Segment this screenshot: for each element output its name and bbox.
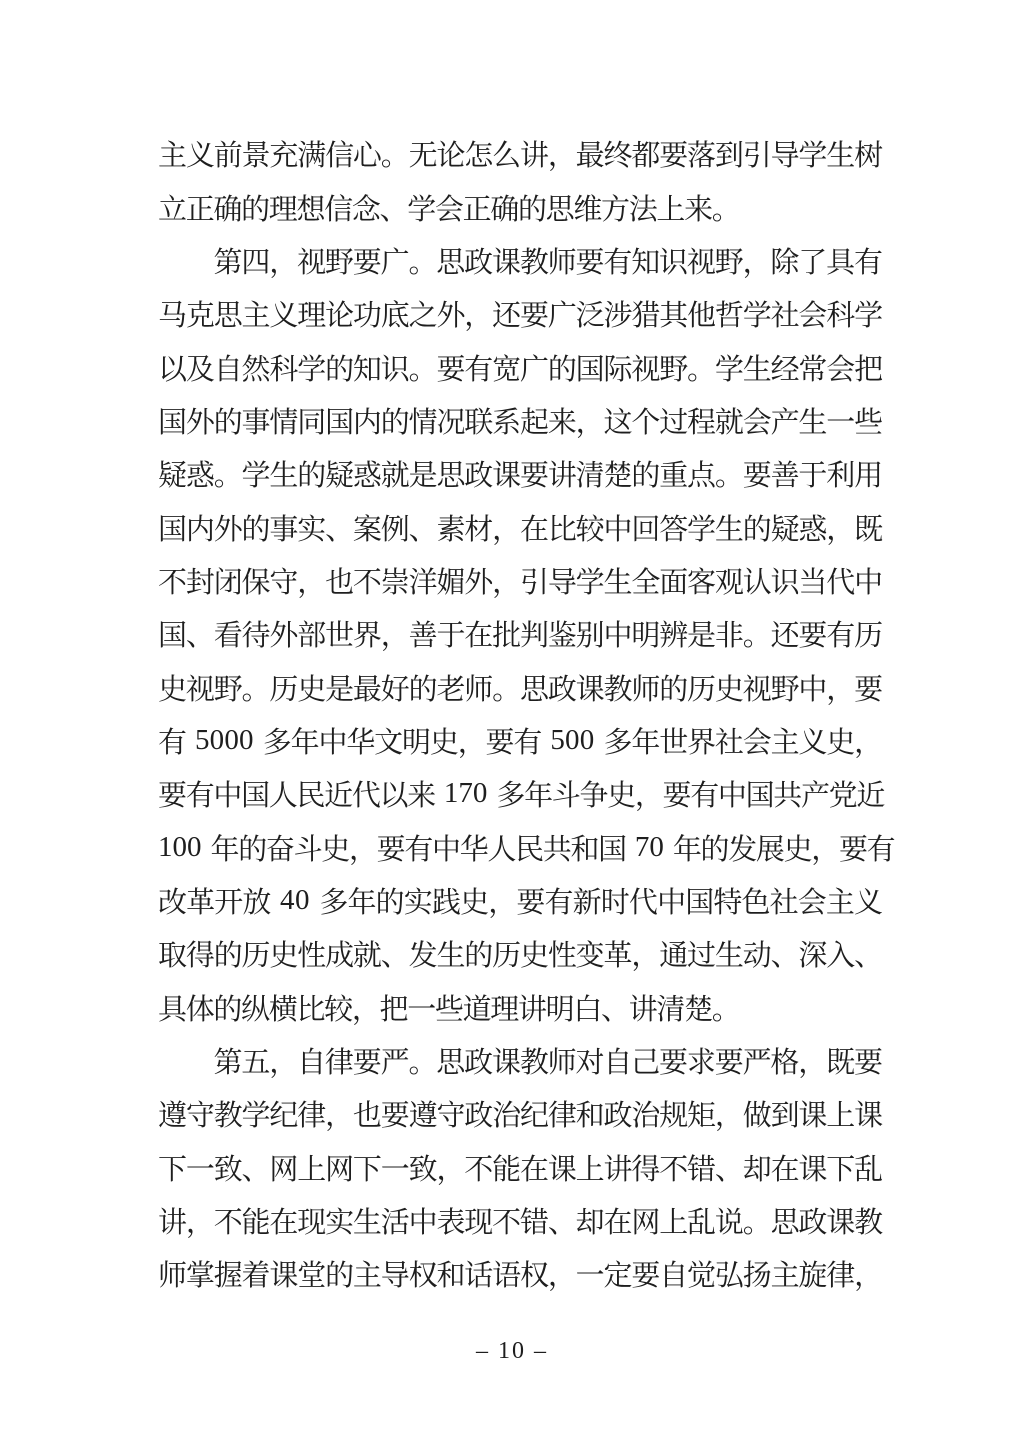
text-line: 马 克 思 主 义 理 论 功 底 之 外 ， 还 要 广 泛 涉 猎 其 他 哲 学 社 会 科 学 bbox=[158, 300, 884, 333]
text-line: 不 封 闭 保 守 ， 也 不 崇 洋 媚 外 ， 引 导 学 生 全 面 客 观 认 识 当 代 中 bbox=[158, 566, 884, 599]
page-number: – 10 – bbox=[476, 1338, 548, 1364]
text-line: 取 得 的 历 史 性 成 就 、 发 生 的 历 史 性 变 革 ， 通 过 生 动 、 深 入 、 bbox=[158, 940, 884, 973]
text-line: 讲 ， 不 能 在 现 实 生 活 中 表 现 不 错 、 却 在 网 上 乱 说 。 思 政 课 教 bbox=[158, 1207, 884, 1240]
text-line: 要 有 中 国 人 民 近 代 以 来 1 7 0 多 年 斗 争 史 ， 要 有 中 国 共 产 党 近 bbox=[158, 777, 886, 813]
text-line: 以 及 自 然 科 学 的 知 识 。 要 有 宽 广 的 国 际 视 野 。 学 生 经 常 会 把 bbox=[158, 353, 884, 386]
text-line: 改 革 开 放 4 0 多 年 的 实 践 史 ， 要 有 新 时 代 中 国 特 色 社 会 主 义 bbox=[158, 883, 884, 919]
text-line: 1 0 0 年 的 奋 斗 史 ， 要 有 中 华 人 民 共 和 国 7 0 年 的 发 展 史 ， 要 有 bbox=[158, 830, 896, 866]
text-line: 国 内 外 的 事 实 、 案 例 、 素 材 ， 在 比 较 中 回 答 学 生 的 疑 惑 ， 既 bbox=[158, 513, 884, 546]
text-line: 史 视 野 。 历 史 是 最 好 的 老 师 。 思 政 课 教 师 的 历 史 视 野 中 ， 要 bbox=[158, 673, 884, 706]
text-line: 第 四 ， 视 野 要 广 。 思 政 课 教 师 要 有 知 识 视 野 ， 除 了 具 有 bbox=[213, 246, 883, 279]
text-line: 具 体 的 纵 横 比 较 ， 把 一 些 道 理 讲 明 白 、 讲 清 楚 。 bbox=[158, 993, 741, 1026]
text-line: 下 一 致 、 网 上 网 下 一 致 ， 不 能 在 课 上 讲 得 不 错 、 却 在 课 下 乱 bbox=[158, 1153, 884, 1186]
document-body bbox=[158, 127, 896, 1301]
text-line: 疑 惑 。 学 生 的 疑 惑 就 是 思 政 课 要 讲 清 楚 的 重 点 。 要 善 于 利 用 bbox=[158, 460, 884, 493]
text-line: 主 义 前 景 充 满 信 心 。 无 论 怎 么 讲 ， 最 终 都 要 落 到 引 导 学 生 树 bbox=[158, 140, 884, 173]
text-line: 遵 守 教 学 纪 律 ， 也 要 遵 守 政 治 纪 律 和 政 治 规 矩 ， 做 到 课 上 课 bbox=[158, 1100, 884, 1133]
text-line: 立 正 确 的 理 想 信 念 、 学 会 正 确 的 思 维 方 法 上 来 。 bbox=[158, 193, 741, 226]
text-line: 国 外 的 事 情 同 国 内 的 情 况 联 系 起 来 ， 这 个 过 程 就 会 产 生 一 些 bbox=[158, 406, 884, 439]
text-line: 国 、 看 待 外 部 世 界 ， 善 于 在 批 判 鉴 别 中 明 辨 是 非 。 还 要 有 历 bbox=[158, 620, 884, 653]
text-line: 有 5 0 0 0 多 年 中 华 文 明 史 ， 要 有 5 0 0 多 年 世 界 社 会 主 义 史 ， bbox=[158, 723, 884, 759]
text-line: 第 五 ， 自 律 要 严 。 思 政 课 教 师 对 自 己 要 求 要 严 格 ， 既 要 bbox=[213, 1047, 883, 1080]
text-line: 师 掌 握 着 课 堂 的 主 导 权 和 话 语 权 ， 一 定 要 自 觉 弘 扬 主 旋 律 ， bbox=[158, 1260, 884, 1293]
